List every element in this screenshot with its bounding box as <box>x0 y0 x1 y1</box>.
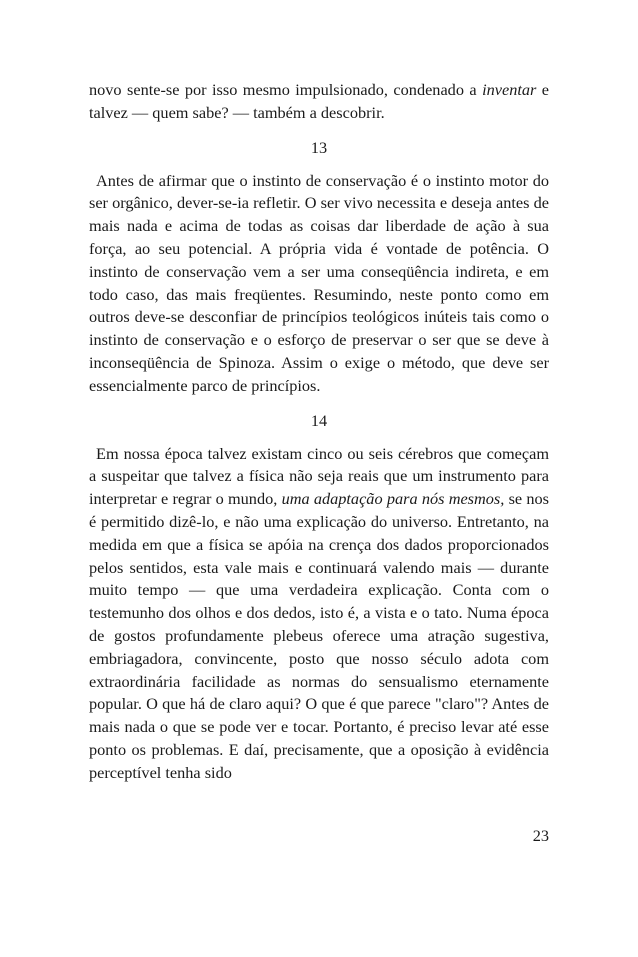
section-13-paragraph: Antes de afirmar que o instinto de conservação é o instinto motor do ser orgânico, dever-se-ia refletir. O ser vivo necessita e deseja antes de mais nada e acima de todas as coisas dar liberdade de ação à sua força, ao seu potencial. A própria vida é vontade de potência. O instinto de conservação vem a ser uma conseqüência indireta, e em todo caso, das mais freqüentes. Resumindo, neste ponto como em outros deve-se desconfiar de princípios teológicos inúteis tais como o instinto de conservação e o esforço de preservar o ser que se deve à inconseqüência de Spinoza. Assim o exige o método, que deve ser essencialmente parco de princípios. <box>89 170 549 395</box>
continuation-text-2: e talvez — quem sabe? — também a descobrir. <box>89 80 550 122</box>
section-14-text-1: Em nossa época talvez existam cinco ou seis cérebros que começam a suspeitar que talvez a física não seja reais que um instrumento para interpretar e regrar o mundo, <box>89 443 549 509</box>
page-body <box>89 79 549 785</box>
section-14-text-2: se nos é permitido dizê-lo, e não uma explicação do universo. Entretanto, na medida em que a física se apóia na crença dos dados proporcionados pelos sentidos, esta vale mais e continuará valendo mais — durante muito tempo — que uma verdadeira explicação. Conta com o testemunho dos olhos e dos dedos, isto é, a vista e o tato. Numa época de gostos profundamente plebeus oferece uma atração sugestiva, embriagadora, convincente, posto que nosso século adota com extraordinária facilidade as normas do sensualismo eternamente popular. O que há de claro aqui? O que é que parece "claro"? Antes de mais nada o que se pode ver e tocar. Portanto, é preciso levar até esse ponto os problemas. E daí, precisamente, que a oposição à evidência perceptível tenha sido <box>89 489 550 782</box>
section-number-14: 14 <box>310 410 328 430</box>
continuation-paragraph <box>89 79 549 125</box>
section-14-paragraph <box>89 443 549 785</box>
continuation-text-1: novo sente-se por isso mesmo impulsionado, condenado a <box>89 80 483 99</box>
section-14-italic: uma adaptação para nós mesmos, <box>281 489 505 509</box>
page-number: 23 <box>532 826 549 845</box>
section-number-13: 13 <box>310 137 328 157</box>
continuation-italic: inventar <box>482 80 537 99</box>
